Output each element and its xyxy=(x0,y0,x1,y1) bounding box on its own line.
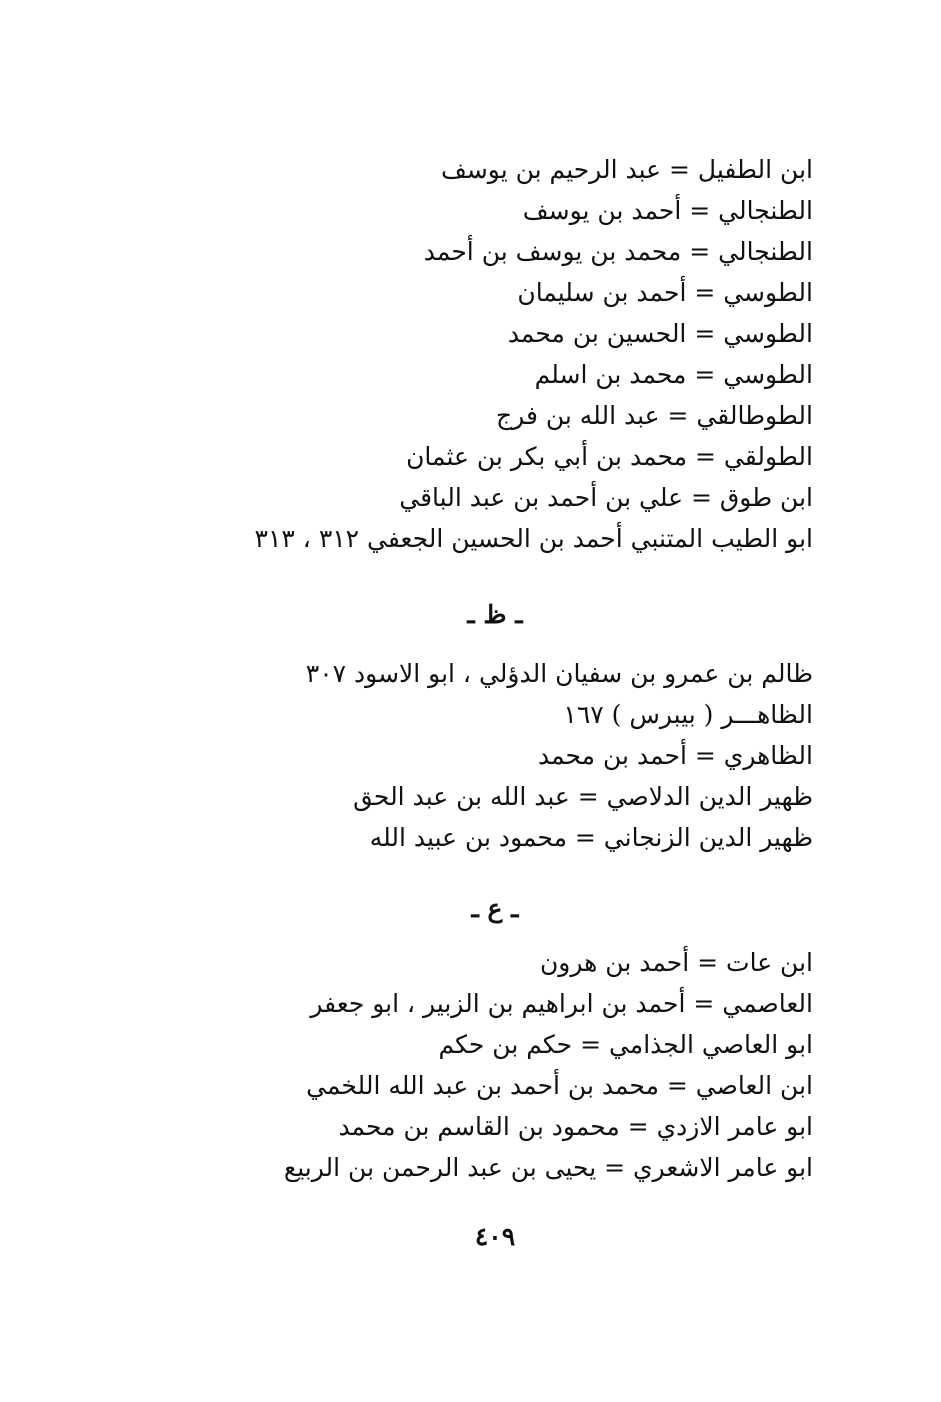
index-entry: ابو العاصي الجذامي = حكم بن حكم xyxy=(438,1030,813,1059)
index-entry: الطنجالي = أحمد بن يوسف xyxy=(522,196,813,225)
index-entry: الظاهري = أحمد بن محمد xyxy=(537,741,813,770)
page-number: ٤٠٩ xyxy=(474,1222,516,1251)
index-entry: الطوسي = أحمد بن سليمان xyxy=(517,278,813,307)
index-entry: ظهير الدين الزنجاني = محمود بن عبيد الله xyxy=(369,823,813,852)
index-entry: ابن طوق = علي بن أحمد بن عبد الباقي xyxy=(399,483,813,512)
index-entry: ابن العاصي = محمد بن أحمد بن عبد الله اللخمي xyxy=(306,1071,813,1100)
index-entry: الطوطالقي = عبد الله بن فرج xyxy=(496,401,813,430)
index-entry: الطوسي = الحسين بن محمد xyxy=(507,319,813,348)
index-entry: ابو الطيب المتنبي أحمد بن الحسين الجعفي ٣١٢ ، ٣١٣ xyxy=(254,524,813,553)
section-ain-entries xyxy=(253,942,813,1188)
section-taa-entries xyxy=(253,149,813,559)
index-entry: ظهير الدين الدلاصي = عبد الله بن عبد الحق xyxy=(353,782,813,811)
index-entry: ابن الطفيل = عبد الرحيم بن يوسف xyxy=(440,155,813,184)
section-zaa-entries xyxy=(253,653,813,858)
section-heading-ain: ـ ع ـ xyxy=(471,894,519,923)
index-entry: الطولقي = محمد بن أبي بكر بن عثمان xyxy=(406,442,813,471)
index-entry: ظالم بن عمرو بن سفيان الدؤلي ، ابو الاسود ٣٠٧ xyxy=(305,659,813,688)
index-entry: الطنجالي = محمد بن يوسف بن أحمد xyxy=(423,237,813,266)
index-entry: العاصمي = أحمد بن ابراهيم بن الزبير ، ابو جعفر xyxy=(310,989,813,1018)
index-entry: ابو عامر الازدي = محمود بن القاسم بن محمد xyxy=(338,1112,813,1141)
index-entry: الطوسي = محمد بن اسلم xyxy=(534,360,813,389)
index-entry: ابو عامر الاشعري = يحيى بن عبد الرحمن بن الربيع xyxy=(283,1153,813,1182)
section-heading-zaa: ـ ظ ـ xyxy=(467,600,523,629)
index-entry: الظاهـــر ( بيبرس ) ١٦٧ xyxy=(563,700,813,729)
index-entry: ابن عات = أحمد بن هرون xyxy=(539,948,813,977)
